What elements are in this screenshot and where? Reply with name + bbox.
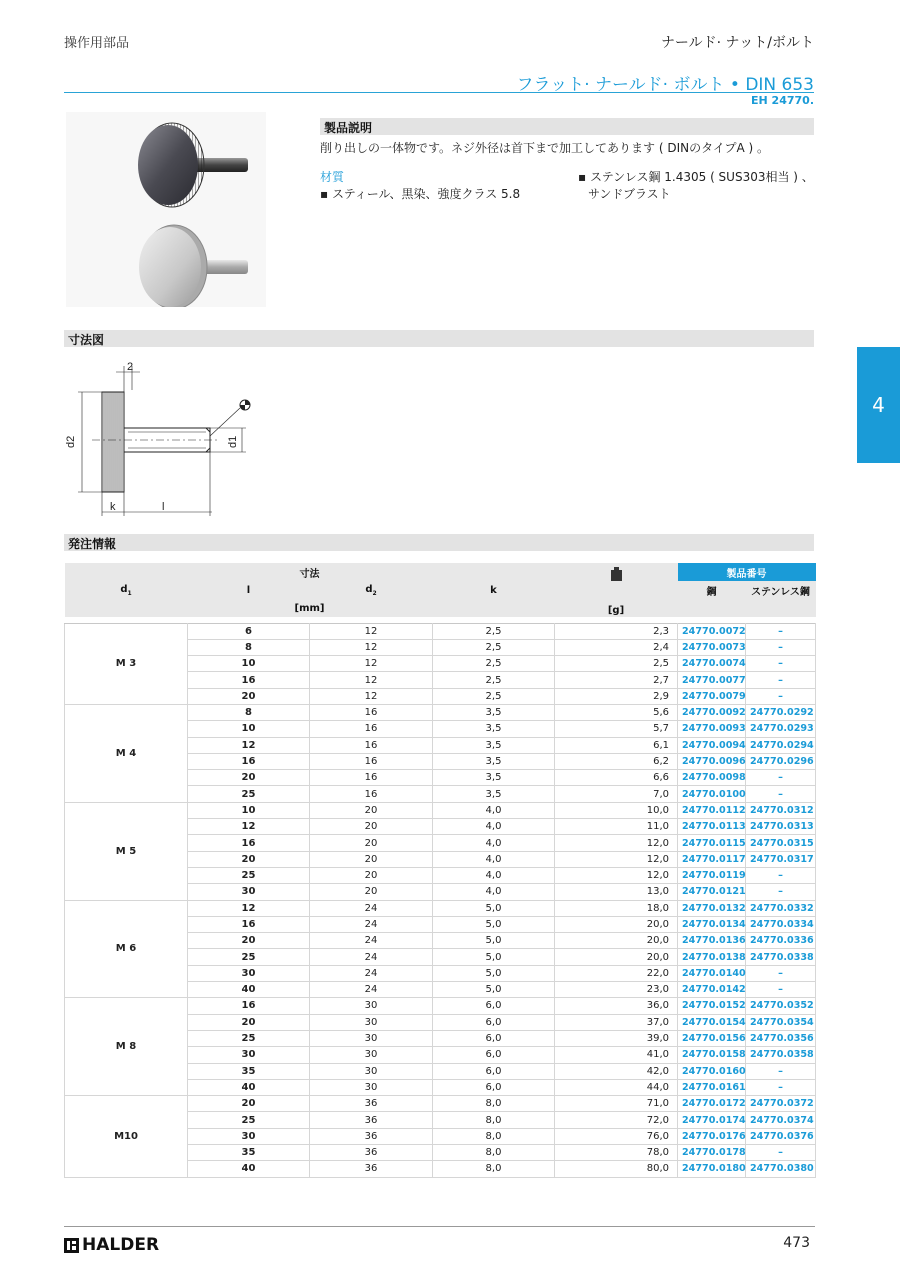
cell-k: 8,0 [433, 1128, 555, 1144]
cell-d1: M 6 [65, 900, 188, 998]
cell-steel-part-no[interactable]: 24770.0176 [678, 1128, 746, 1144]
chapter-tab[interactable]: 4 [857, 347, 900, 463]
cell-l: 40 [188, 982, 310, 998]
col-d2-header [310, 581, 433, 599]
cell-d2: 16 [310, 704, 433, 720]
product-code: EH 24770. [751, 94, 814, 107]
cell-d2: 16 [310, 770, 433, 786]
cell-steel-part-no[interactable]: 24770.0154 [678, 1014, 746, 1030]
cell-d1: M 8 [65, 998, 188, 1096]
cell-stainless-part-no[interactable]: 24770.0380 [746, 1161, 816, 1177]
cell-stainless-part-no[interactable]: 24770.0313 [746, 819, 816, 835]
table-row [65, 900, 816, 916]
cell-stainless-part-no[interactable]: 24770.0352 [746, 998, 816, 1014]
cell-l: 25 [188, 1030, 310, 1046]
cell-k: 2,5 [433, 656, 555, 672]
cell-k: 5,0 [433, 900, 555, 916]
cell-weight: 2,7 [555, 672, 678, 688]
cell-k: 2,5 [433, 623, 555, 639]
col-d2-label: d [365, 583, 373, 595]
order-table-body [65, 617, 816, 1177]
cell-stainless-part-no: – [746, 867, 816, 883]
cell-steel-part-no[interactable]: 24770.0079 [678, 688, 746, 704]
cell-weight: 2,4 [555, 639, 678, 655]
material-steel: ▪ スティール、黒染、強度クラス 5.8 [320, 187, 521, 201]
header-section: ナールド· ナット/ボルト [660, 35, 814, 51]
cell-stainless-part-no: – [746, 786, 816, 802]
cell-weight: 12,0 [555, 867, 678, 883]
cell-steel-part-no[interactable]: 24770.0172 [678, 1096, 746, 1112]
cell-l: 40 [188, 1161, 310, 1177]
table-row [65, 998, 816, 1014]
description-heading: 製品説明 [320, 118, 814, 135]
cell-weight: 7,0 [555, 786, 678, 802]
cell-l: 16 [188, 753, 310, 769]
table-row [65, 623, 816, 639]
cell-steel-part-no[interactable]: 24770.0092 [678, 704, 746, 720]
cell-d2: 36 [310, 1128, 433, 1144]
cell-steel-part-no[interactable]: 24770.0072 [678, 623, 746, 639]
cell-weight: 76,0 [555, 1128, 678, 1144]
cell-l: 10 [188, 721, 310, 737]
cell-steel-part-no[interactable]: 24770.0140 [678, 965, 746, 981]
cell-k: 8,0 [433, 1112, 555, 1128]
cell-stainless-part-no[interactable]: 24770.0376 [746, 1128, 816, 1144]
cell-stainless-part-no: – [746, 1063, 816, 1079]
cell-stainless-part-no[interactable]: 24770.0293 [746, 721, 816, 737]
cell-k: 5,0 [433, 965, 555, 981]
cell-k: 3,5 [433, 753, 555, 769]
product-title: フラット· ナールド· ボルト • DIN 653 [516, 75, 814, 95]
cell-k: 8,0 [433, 1161, 555, 1177]
cell-l: 25 [188, 786, 310, 802]
cell-k: 5,0 [433, 933, 555, 949]
cell-k: 6,0 [433, 1079, 555, 1095]
dimension-drawing [60, 358, 260, 520]
cell-k: 4,0 [433, 851, 555, 867]
cell-steel-part-no[interactable]: 24770.0094 [678, 737, 746, 753]
cell-l: 20 [188, 1096, 310, 1112]
cell-stainless-part-no[interactable]: 24770.0296 [746, 753, 816, 769]
cell-d1: M 3 [65, 623, 188, 704]
cell-stainless-part-no[interactable]: 24770.0334 [746, 916, 816, 932]
cell-l: 25 [188, 949, 310, 965]
cell-weight: 78,0 [555, 1145, 678, 1161]
cell-l: 10 [188, 656, 310, 672]
halder-logo-icon [64, 1238, 79, 1253]
cell-d2: 30 [310, 1047, 433, 1063]
cell-l: 30 [188, 965, 310, 981]
product-photo [66, 112, 266, 307]
cell-l: 8 [188, 639, 310, 655]
cell-stainless-part-no[interactable]: 24770.0372 [746, 1096, 816, 1112]
cell-k: 3,5 [433, 721, 555, 737]
cell-l: 30 [188, 1128, 310, 1144]
cell-stainless-part-no: – [746, 884, 816, 900]
cell-l: 16 [188, 998, 310, 1014]
cell-l: 20 [188, 933, 310, 949]
cell-weight: 13,0 [555, 884, 678, 900]
cell-k: 5,0 [433, 949, 555, 965]
cell-l: 35 [188, 1145, 310, 1161]
cell-weight: 71,0 [555, 1096, 678, 1112]
cell-k: 6,0 [433, 998, 555, 1014]
header-category: 操作用部品 [64, 36, 130, 51]
cell-weight: 2,3 [555, 623, 678, 639]
col-steel-header-spacer [678, 599, 746, 617]
material-columns [320, 168, 814, 202]
cell-d2: 24 [310, 916, 433, 932]
cell-stainless-part-no: – [746, 1079, 816, 1095]
title-row [64, 70, 814, 93]
cell-k: 4,0 [433, 819, 555, 835]
unit-g: [g] [607, 604, 625, 616]
cell-weight: 39,0 [555, 1030, 678, 1046]
cell-k: 3,5 [433, 770, 555, 786]
cell-steel-part-no[interactable]: 24770.0115 [678, 835, 746, 851]
cell-l: 40 [188, 1079, 310, 1095]
cell-stainless-part-no[interactable]: 24770.0315 [746, 835, 816, 851]
cell-weight: 10,0 [555, 802, 678, 818]
cell-weight: 12,0 [555, 851, 678, 867]
cell-l: 12 [188, 737, 310, 753]
cell-weight: 23,0 [555, 982, 678, 998]
cell-stainless-part-no: – [746, 688, 816, 704]
cell-steel-part-no[interactable]: 24770.0100 [678, 786, 746, 802]
cell-l: 10 [188, 802, 310, 818]
halder-logo [64, 1235, 159, 1255]
cell-stainless-part-no[interactable]: 24770.0338 [746, 949, 816, 965]
cell-stainless-part-no[interactable]: 24770.0336 [746, 933, 816, 949]
cell-weight: 6,2 [555, 753, 678, 769]
cell-steel-part-no[interactable]: 24770.0138 [678, 949, 746, 965]
dim-label-k: k [110, 501, 116, 513]
cell-l: 12 [188, 819, 310, 835]
cell-stainless-part-no[interactable]: 24770.0374 [746, 1112, 816, 1128]
dimension-drawing-svg [60, 358, 260, 520]
cell-l: 8 [188, 704, 310, 720]
cell-stainless-part-no[interactable]: 24770.0312 [746, 802, 816, 818]
table-row [65, 802, 816, 818]
cell-d2: 20 [310, 802, 433, 818]
cell-weight: 80,0 [555, 1161, 678, 1177]
cell-steel-part-no[interactable]: 24770.0160 [678, 1063, 746, 1079]
cell-steel-part-no[interactable]: 24770.0136 [678, 933, 746, 949]
cell-weight: 20,0 [555, 933, 678, 949]
cell-d2: 24 [310, 965, 433, 981]
cell-d2: 36 [310, 1145, 433, 1161]
cell-k: 8,0 [433, 1145, 555, 1161]
cell-stainless-part-no[interactable]: 24770.0294 [746, 737, 816, 753]
cell-stainless-part-no: – [746, 672, 816, 688]
cell-steel-part-no[interactable]: 24770.0132 [678, 900, 746, 916]
cell-k: 5,0 [433, 916, 555, 932]
cell-l: 16 [188, 835, 310, 851]
cell-stainless-part-no: – [746, 965, 816, 981]
col-k-header: k [433, 581, 555, 599]
cell-steel-part-no[interactable]: 24770.0121 [678, 884, 746, 900]
cell-k: 4,0 [433, 802, 555, 818]
cell-weight: 6,6 [555, 770, 678, 786]
cell-steel-part-no[interactable]: 24770.0174 [678, 1112, 746, 1128]
material-stainless: ▪ ステンレス鋼 1.4305 ( SUS303相当 ) 、 [578, 170, 814, 184]
cell-k: 6,0 [433, 1063, 555, 1079]
cell-steel-part-no[interactable]: 24770.0178 [678, 1145, 746, 1161]
dim-label-d1: d1 [227, 435, 239, 448]
cell-d2: 36 [310, 1112, 433, 1128]
cell-steel-part-no[interactable]: 24770.0134 [678, 916, 746, 932]
cell-k: 2,5 [433, 672, 555, 688]
cell-d1: M 4 [65, 704, 188, 802]
cell-l: 20 [188, 770, 310, 786]
cell-d2: 24 [310, 900, 433, 916]
cell-steel-part-no[interactable]: 24770.0158 [678, 1047, 746, 1063]
cell-d2: 24 [310, 933, 433, 949]
part-number-group-header: 製品番号 [678, 563, 816, 581]
weight-icon [611, 567, 622, 581]
cell-weight: 18,0 [555, 900, 678, 916]
cell-weight: 12,0 [555, 835, 678, 851]
cell-weight: 6,1 [555, 737, 678, 753]
dim-label-l: l [162, 501, 165, 513]
cell-d2: 20 [310, 819, 433, 835]
description-text: 削り出しの一体物です。ネジ外径は首下まで加工してあります ( DINのタイプA ) 。 [320, 141, 770, 155]
cell-weight: 20,0 [555, 949, 678, 965]
cell-d2: 12 [310, 639, 433, 655]
col-l-header: l [188, 581, 310, 599]
product-photo-svg [66, 112, 266, 307]
cell-stainless-part-no[interactable]: 24770.0317 [746, 851, 816, 867]
col-d2-sub: 2 [372, 589, 377, 597]
brand-name: HALDER [82, 1235, 160, 1255]
cell-k: 3,5 [433, 786, 555, 802]
cell-steel-part-no[interactable]: 24770.0142 [678, 982, 746, 998]
cell-k: 6,0 [433, 1047, 555, 1063]
cell-weight: 44,0 [555, 1079, 678, 1095]
cell-k: 4,0 [433, 867, 555, 883]
cell-d2: 30 [310, 1079, 433, 1095]
order-heading: 発注情報 [64, 534, 814, 551]
cell-d2: 30 [310, 1014, 433, 1030]
cell-l: 16 [188, 672, 310, 688]
col-steel-header: 鋼 [678, 581, 746, 599]
cell-weight: 42,0 [555, 1063, 678, 1079]
cell-d2: 20 [310, 851, 433, 867]
cell-l: 20 [188, 688, 310, 704]
cell-l: 25 [188, 867, 310, 883]
cell-d1: M 5 [65, 802, 188, 900]
cell-weight: 37,0 [555, 1014, 678, 1030]
material-col-2 [578, 168, 814, 202]
cell-stainless-part-no: – [746, 1145, 816, 1161]
cell-steel-part-no[interactable]: 24770.0098 [678, 770, 746, 786]
cell-stainless-part-no[interactable]: 24770.0292 [746, 704, 816, 720]
cell-weight: 72,0 [555, 1112, 678, 1128]
cell-d2: 16 [310, 737, 433, 753]
order-table-wrap [64, 563, 815, 1178]
cell-stainless-part-no: – [746, 639, 816, 655]
cell-stainless-part-no: – [746, 982, 816, 998]
cell-d2: 12 [310, 623, 433, 639]
cell-steel-part-no[interactable]: 24770.0077 [678, 672, 746, 688]
cell-k: 8,0 [433, 1096, 555, 1112]
table-row [65, 704, 816, 720]
cell-weight: 22,0 [555, 965, 678, 981]
material-stainless-finish: サンドブラスト [588, 187, 671, 201]
cell-weight: 11,0 [555, 819, 678, 835]
cell-d2: 20 [310, 867, 433, 883]
cell-stainless-part-no: – [746, 656, 816, 672]
cell-d1: M10 [65, 1096, 188, 1177]
cell-d2: 16 [310, 721, 433, 737]
cell-k: 6,0 [433, 1030, 555, 1046]
cell-l: 30 [188, 1047, 310, 1063]
cell-k: 4,0 [433, 884, 555, 900]
cell-d2: 12 [310, 656, 433, 672]
cell-d2: 30 [310, 1030, 433, 1046]
cell-k: 5,0 [433, 982, 555, 998]
dimension-heading: 寸法図 [64, 330, 814, 347]
page-number: 473 [783, 1235, 810, 1251]
cell-l: 16 [188, 916, 310, 932]
cell-weight: 5,7 [555, 721, 678, 737]
cell-l: 20 [188, 851, 310, 867]
cell-stainless-part-no: – [746, 770, 816, 786]
material-label: 材質 [320, 170, 345, 184]
cell-d2: 16 [310, 753, 433, 769]
cell-l: 6 [188, 623, 310, 639]
cell-d2: 30 [310, 1063, 433, 1079]
cell-steel-part-no[interactable]: 24770.0180 [678, 1161, 746, 1177]
unit-mm: [mm] [65, 599, 555, 617]
cell-k: 6,0 [433, 1014, 555, 1030]
cell-d2: 36 [310, 1161, 433, 1177]
cell-steel-part-no[interactable]: 24770.0096 [678, 753, 746, 769]
cell-steel-part-no[interactable]: 24770.0161 [678, 1079, 746, 1095]
cell-stainless-part-no: – [746, 623, 816, 639]
table-row [65, 1096, 816, 1112]
cell-steel-part-no[interactable]: 24770.0112 [678, 802, 746, 818]
cell-d2: 24 [310, 949, 433, 965]
cell-l: 25 [188, 1112, 310, 1128]
cell-l: 30 [188, 884, 310, 900]
cell-d2: 16 [310, 786, 433, 802]
cell-d2: 12 [310, 688, 433, 704]
dim-label-top: 2 [127, 361, 134, 373]
col-d1-label: d [120, 583, 128, 595]
cell-steel-part-no[interactable]: 24770.0156 [678, 1030, 746, 1046]
cell-weight: 5,6 [555, 704, 678, 720]
order-table [64, 563, 816, 1178]
cell-weight: 41,0 [555, 1047, 678, 1063]
cell-weight: 36,0 [555, 998, 678, 1014]
material-col-1 [320, 168, 578, 202]
footer-rule [64, 1226, 815, 1227]
col-d1-header [65, 581, 188, 599]
cell-weight: 2,9 [555, 688, 678, 704]
cell-k: 3,5 [433, 737, 555, 753]
cell-stainless-part-no[interactable]: 24770.0332 [746, 900, 816, 916]
cell-stainless-part-no[interactable]: 24770.0356 [746, 1030, 816, 1046]
cell-k: 2,5 [433, 688, 555, 704]
cell-k: 3,5 [433, 704, 555, 720]
cell-stainless-part-no[interactable]: 24770.0354 [746, 1014, 816, 1030]
col-d1-sub: 1 [127, 589, 132, 597]
dim-label-d2: d2 [65, 435, 77, 448]
product-description [320, 118, 814, 202]
cell-steel-part-no[interactable]: 24770.0093 [678, 721, 746, 737]
cell-weight: 2,5 [555, 656, 678, 672]
cell-d2: 36 [310, 1096, 433, 1112]
cell-d2: 24 [310, 982, 433, 998]
cell-steel-part-no[interactable]: 24770.0113 [678, 819, 746, 835]
cell-steel-part-no[interactable]: 24770.0074 [678, 656, 746, 672]
col-stainless-header-spacer [746, 599, 816, 617]
cell-d2: 20 [310, 835, 433, 851]
cell-steel-part-no[interactable]: 24770.0152 [678, 998, 746, 1014]
dims-group-header: 寸法 [65, 563, 555, 581]
cell-l: 35 [188, 1063, 310, 1079]
cell-k: 2,5 [433, 639, 555, 655]
cell-k: 4,0 [433, 835, 555, 851]
weight-header [555, 563, 678, 617]
cell-steel-part-no[interactable]: 24770.0117 [678, 851, 746, 867]
cell-d2: 30 [310, 998, 433, 1014]
cell-l: 20 [188, 1014, 310, 1030]
col-stainless-header: ステンレス鋼 [746, 581, 816, 599]
cell-d2: 20 [310, 884, 433, 900]
cell-stainless-part-no[interactable]: 24770.0358 [746, 1047, 816, 1063]
cell-steel-part-no[interactable]: 24770.0073 [678, 639, 746, 655]
cell-steel-part-no[interactable]: 24770.0119 [678, 867, 746, 883]
cell-weight: 20,0 [555, 916, 678, 932]
cell-d2: 12 [310, 672, 433, 688]
cell-l: 12 [188, 900, 310, 916]
